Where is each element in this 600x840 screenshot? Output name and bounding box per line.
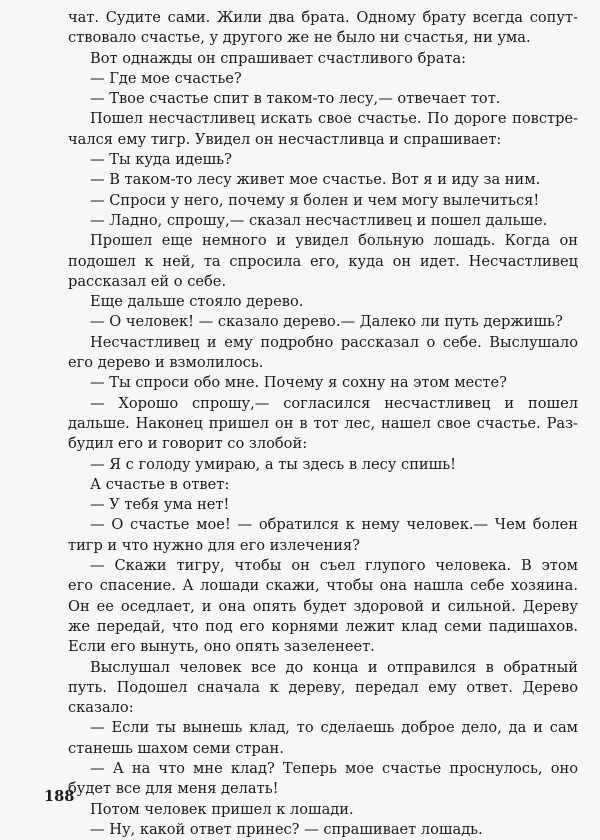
text-line: Он ее оседлает, и она опять будет здоровой и сильной. Дереву	[68, 597, 578, 615]
text-line: — Хорошо спрошу,— согласился несчастливец и пошел	[90, 394, 578, 412]
text-line: — О человек! — сказало дерево.— Далеко ли путь держишь?	[90, 313, 563, 331]
text-line: же передай, что под его корнями лежит клад семи падишахов.	[68, 617, 578, 635]
body-text	[68, 8, 578, 840]
text-line: путь. Подошел сначала к дереву, передал ему ответ. Дерево	[68, 678, 578, 696]
text-line: — Твое счастье спит в таком-то лесу,— отвечает тот.	[90, 90, 501, 108]
text-line: Если его вынуть, оно опять зазеленеет.	[68, 638, 375, 656]
text-line: — Ты спроси обо мне. Почему я сохну на этом месте?	[90, 374, 507, 392]
text-line: рассказал ей о себе.	[68, 272, 227, 290]
text-line: Несчастливец и ему подробно рассказал о себе. Выслушало	[90, 333, 578, 351]
text-line: — Ты куда идешь?	[90, 151, 232, 169]
text-line: Выслушал человек все до конца и отправился в обратный	[90, 658, 578, 676]
text-line: — Спроси у него, почему я болен и чем могу вылечиться!	[90, 191, 540, 209]
text-line: сказало:	[68, 699, 134, 717]
text-line: чат. Судите сами. Жили два брата. Одному брату всегда сопут-	[68, 9, 578, 26]
text-line: — Скажи тигру, чтобы он съел глупого человека. В этом	[90, 557, 578, 575]
text-line: — Если ты вынешь клад, то сделаешь доброе дело, да и сам	[90, 719, 578, 737]
text-line: Потом человек пришел к лошади.	[90, 800, 354, 818]
page-number: 188	[44, 788, 75, 805]
text-line: — Ладно, спрошу,— сказал несчастливец и пошел дальше.	[90, 211, 548, 229]
text-line: ствовало счастье, у другого же не было ни счастья, ни ума.	[68, 29, 531, 47]
text-line: — Ну, какой ответ принес? — спрашивает лошадь.	[90, 820, 483, 838]
text-line: будет все для меня делать!	[68, 780, 279, 798]
text-line: дальше. Наконец пришел он в тот лес, нашел свое счастье. Раз-	[68, 414, 578, 432]
text-line: чался ему тигр. Увидел он несчастливца и спрашивает:	[68, 130, 502, 148]
text-line: — Я с голоду умираю, а ты здесь в лесу спишь!	[90, 455, 457, 473]
text-line: Пошел несчастливец искать свое счастье. По дороге повстре-	[90, 110, 578, 128]
text-line: — Где мое счастье?	[90, 69, 242, 87]
text-line: — В таком-то лесу живет мое счастье. Вот я и иду за ним.	[90, 171, 541, 189]
text-line: подошел к ней, та спросила его, куда он идет. Несчастливец	[68, 252, 578, 270]
text-line: тигр и что нужно для его излечения?	[68, 536, 361, 554]
text-line: — А на что мне клад? Теперь мое счастье проснулось, оно	[90, 759, 578, 777]
text-line: — О счастье мое! — обратился к нему человек.— Чем болен	[90, 516, 578, 534]
text-line: Вот однажды он спрашивает счастливого брата:	[90, 49, 467, 67]
text-line: А счастье в ответ:	[90, 475, 230, 493]
text-line: его спасение. А лошади скажи, чтобы она нашла себе хозяина.	[68, 577, 578, 595]
text-line: Прошел еще немного и увидел больную лошадь. Когда он	[90, 232, 578, 250]
text-line: будил его и говорит со злобой:	[68, 435, 308, 453]
text-line: станешь шахом семи стран.	[68, 739, 284, 757]
text-line: его дерево и взмолилось.	[68, 354, 264, 372]
text-line: Еще дальше стояло дерево.	[90, 293, 304, 311]
text-line: — У тебя ума нет!	[90, 496, 230, 514]
